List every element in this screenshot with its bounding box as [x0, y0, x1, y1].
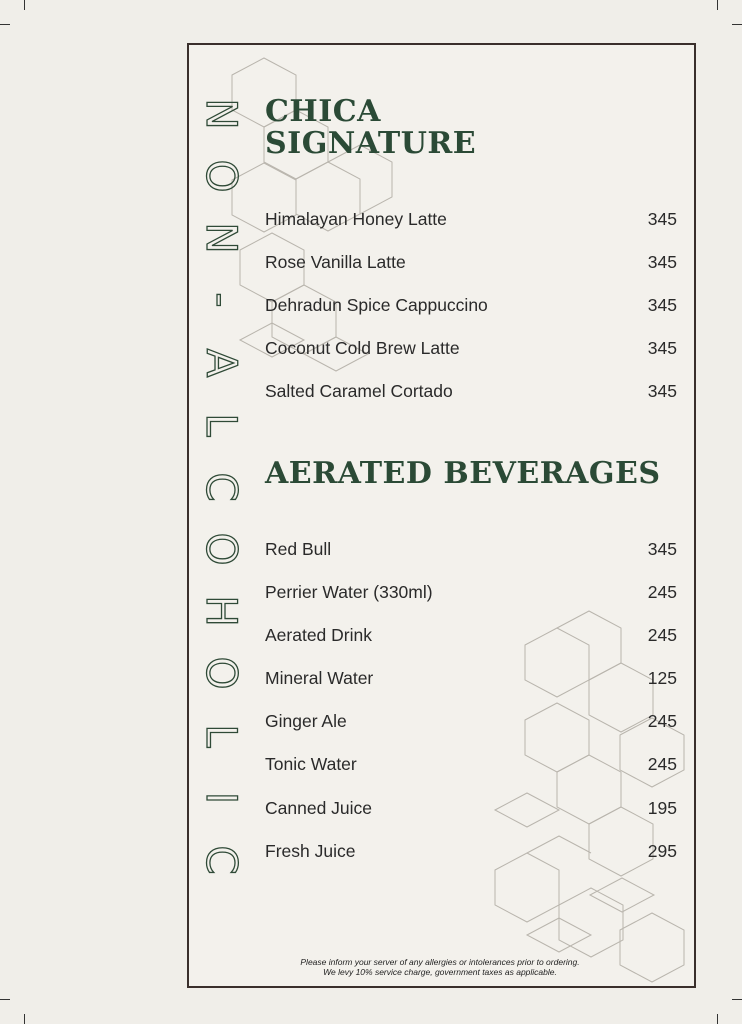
menu-item-name: Rose Vanilla Latte — [265, 252, 406, 272]
menu-item-name: Mineral Water — [265, 668, 374, 688]
menu-item-price: 345 — [647, 381, 677, 401]
crop-mark — [717, 0, 718, 10]
side-label-letter: - — [197, 292, 246, 309]
side-label-letter: H — [197, 595, 246, 628]
menu-item-price: 345 — [647, 295, 677, 315]
menu-item-price: 245 — [647, 754, 677, 774]
menu-item-price: 245 — [647, 582, 677, 602]
crop-mark — [24, 0, 25, 10]
crop-mark — [0, 24, 10, 25]
section-heading-line: AERATED BEVERAGES — [265, 456, 661, 491]
footer-note — [240, 957, 640, 977]
section-heading — [265, 96, 476, 160]
side-label-letter: O — [197, 159, 246, 193]
menu-item-price: 345 — [647, 539, 677, 559]
menu-item — [265, 798, 677, 819]
side-label-letter: L — [197, 413, 246, 437]
section-heading — [265, 458, 661, 490]
side-label-letter: N — [197, 98, 246, 130]
menu-item-price: 345 — [647, 252, 677, 272]
menu-item-name: Himalayan Honey Latte — [265, 209, 447, 229]
menu-item-name: Red Bull — [265, 539, 332, 559]
menu-item — [265, 625, 677, 646]
crop-mark — [717, 1014, 718, 1024]
menu-item-name: Ginger Ale — [265, 711, 347, 731]
menu-item-price: 245 — [647, 711, 677, 731]
menu-item-name: Coconut Cold Brew Latte — [265, 338, 460, 358]
side-label-letter: I — [197, 791, 246, 804]
menu-item — [265, 711, 677, 732]
side-label-letter: N — [197, 222, 246, 255]
menu-item-name: Dehradun Spice Cappuccino — [265, 295, 488, 315]
menu-item-name: Perrier Water (330ml) — [265, 582, 433, 602]
side-label-letter: O — [197, 532, 246, 566]
menu-item-price: 125 — [647, 668, 677, 688]
menu-item — [265, 381, 677, 402]
menu-item — [265, 668, 677, 689]
side-label-letter: A — [197, 348, 246, 377]
menu-item-name: Tonic Water — [265, 754, 357, 774]
menu-item-name: Aerated Drink — [265, 625, 372, 645]
menu-item-name: Canned Juice — [265, 798, 373, 818]
menu-item — [265, 754, 677, 775]
menu-item-price: 345 — [647, 209, 677, 229]
menu-item-name: Fresh Juice — [265, 841, 356, 861]
menu-item — [265, 539, 677, 560]
footer-line-service-charge: We levy 10% service charge, government taxes as applicable. — [323, 967, 557, 977]
section-heading-line: CHICA — [265, 94, 381, 129]
menu-item — [265, 295, 677, 316]
vertical-label-non-alcoholic — [197, 92, 246, 882]
crop-mark — [732, 24, 742, 25]
side-label-letter: O — [197, 656, 246, 690]
menu-item — [265, 841, 677, 862]
menu-item-name: Salted Caramel Cortado — [265, 381, 453, 401]
side-label-letter: C — [197, 845, 246, 875]
section-heading-line: SIGNATURE — [265, 126, 477, 161]
crop-mark — [732, 999, 742, 1000]
menu-item — [265, 582, 677, 603]
menu-item-price: 345 — [647, 338, 677, 358]
menu-item-price: 245 — [647, 625, 677, 645]
crop-mark — [24, 1014, 25, 1024]
footer-line-allergies: Please inform your server of any allergies or intolerances prior to ordering. — [300, 957, 580, 967]
side-label-letter: C — [197, 472, 246, 502]
menu-item — [265, 209, 677, 230]
menu-item — [265, 338, 677, 359]
menu-item — [265, 252, 677, 273]
crop-mark — [0, 999, 10, 1000]
menu-item-price: 295 — [647, 841, 677, 861]
menu-item-price: 195 — [647, 798, 677, 818]
side-label-letter: L — [197, 723, 246, 748]
